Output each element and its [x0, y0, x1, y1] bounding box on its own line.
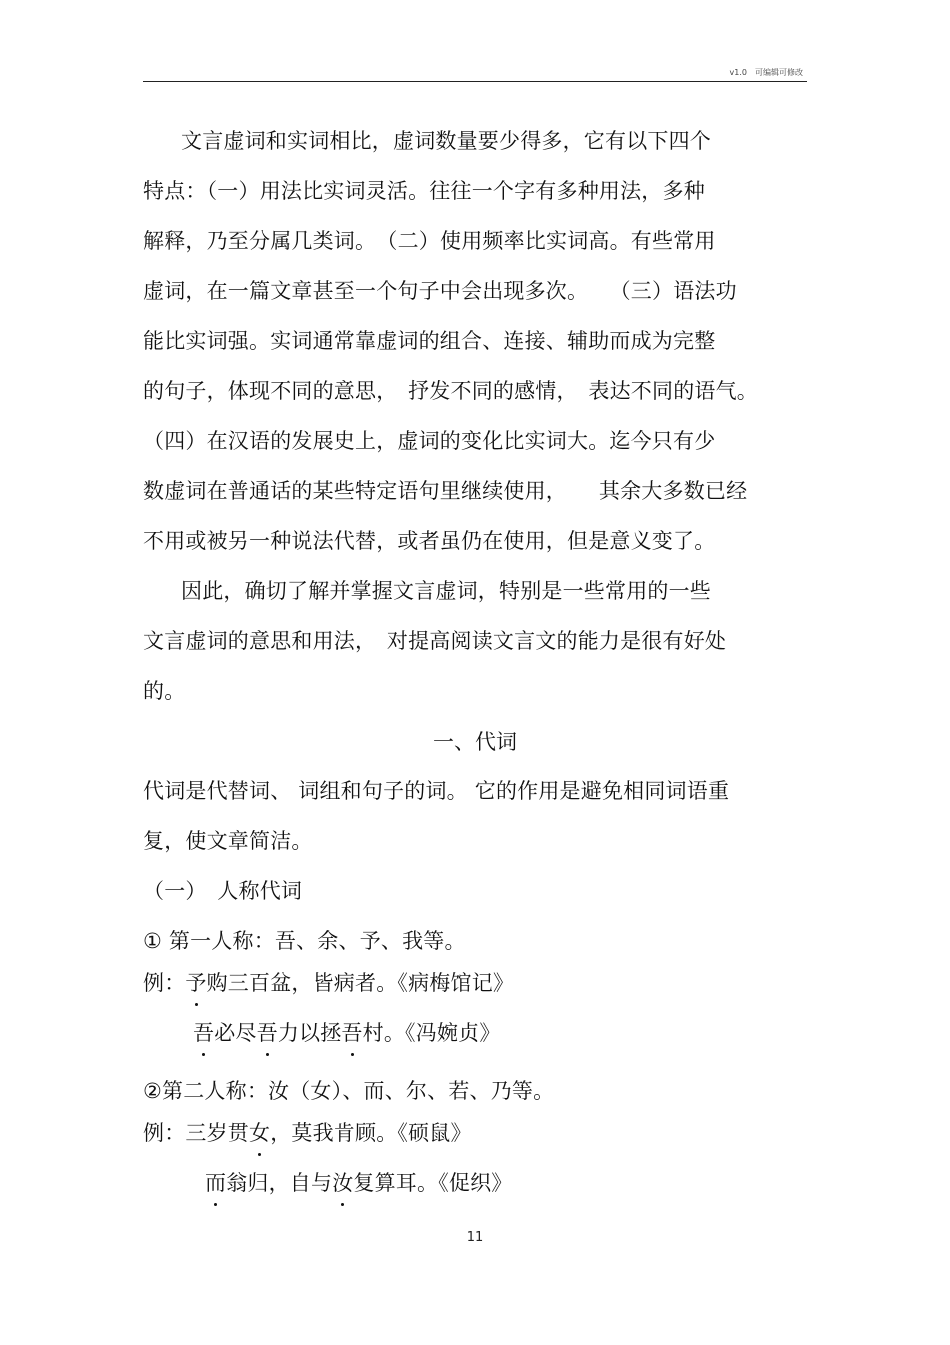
intro-line: （四）在汉语的发展史上，虚词的变化比实词大。迄今只有少 — [143, 429, 716, 453]
intro-line: 不用或被另一种说法代替，或者虽仍在使用，但是意义变了。 — [143, 529, 716, 553]
intro-line: 虚词，在一篇文章甚至一个句子中会出现多次。 （三）语法功 — [143, 279, 737, 303]
example-text: ，莫我肯顾。《硕鼠》 — [270, 1121, 472, 1145]
conclusion-line: 的。 — [143, 679, 186, 703]
example-text: 翁归，自与 — [226, 1171, 333, 1195]
section-title: 一、代词 — [433, 730, 517, 754]
intro-line: 特点：（一）用法比实词灵活。往往一个字有多种用法，多种 — [143, 179, 705, 203]
first-person-heading: ① 第一人称：吾、余、予、我等。 — [143, 929, 466, 953]
example-text: 村。《冯婉贞》 — [362, 1021, 501, 1045]
first-person-example-2 — [193, 1020, 501, 1046]
emphasized-word: 吾 — [341, 1021, 363, 1045]
emphasized-word: 女 — [249, 1121, 271, 1145]
second-person-example-1 — [143, 1120, 472, 1146]
subsection-title: （一） 人称代词 — [143, 879, 303, 903]
emphasized-word: 汝 — [332, 1171, 354, 1195]
intro-line: 文言虚词和实词相比，虚词数量要少得多，它有以下四个 — [181, 129, 711, 153]
example-text: 复算耳。《促织》 — [353, 1171, 513, 1195]
example-prefix: 例： — [143, 971, 186, 995]
definition-line: 复，使文章简洁。 — [143, 829, 313, 853]
second-person-example-2 — [205, 1170, 513, 1196]
header-rule — [143, 81, 807, 82]
emphasized-word: 予 — [185, 971, 207, 995]
intro-line: 解释，乃至分属几类词。 （二）使用频率比实词高。有些常用 — [143, 229, 716, 253]
intro-line: 的句子，体现不同的意思， 抒发不同的感情， 表达不同的语气。 — [143, 379, 758, 403]
conclusion-line: 因此，确切了解并掌握文言虚词，特别是一些常用的一些 — [181, 579, 711, 603]
example-text: 购三百盆，皆病者。《病梅馆记》 — [206, 971, 515, 995]
example-text: 必尽 — [214, 1021, 257, 1045]
first-person-example-1 — [143, 970, 514, 996]
emphasized-word: 而 — [205, 1171, 227, 1195]
intro-line: 能比实词强。实词通常靠虚词的组合、连接、辅助而成为完整 — [143, 329, 716, 353]
page-number: 11 — [466, 1230, 484, 1245]
header-label: v1.0 可编辑可修改 — [729, 68, 803, 77]
emphasized-word: 吾 — [256, 1021, 278, 1045]
emphasized-word: 吾 — [193, 1021, 215, 1045]
example-prefix: 例：三岁贯 — [143, 1121, 249, 1145]
definition-line: 代词是代替词、 词组和句子的词。 它的作用是避免相同词语重 — [143, 779, 730, 803]
example-text: 力以拯 — [277, 1021, 342, 1045]
intro-line: 数虚词在普通话的某些特定语句里继续使用， 其余大多数已经 — [143, 479, 748, 503]
conclusion-line: 文言虚词的意思和用法， 对提高阅读文言文的能力是很有好处 — [143, 629, 727, 653]
second-person-heading: ②第二人称：汝（女）、而、尔、若、乃等。 — [143, 1079, 555, 1103]
